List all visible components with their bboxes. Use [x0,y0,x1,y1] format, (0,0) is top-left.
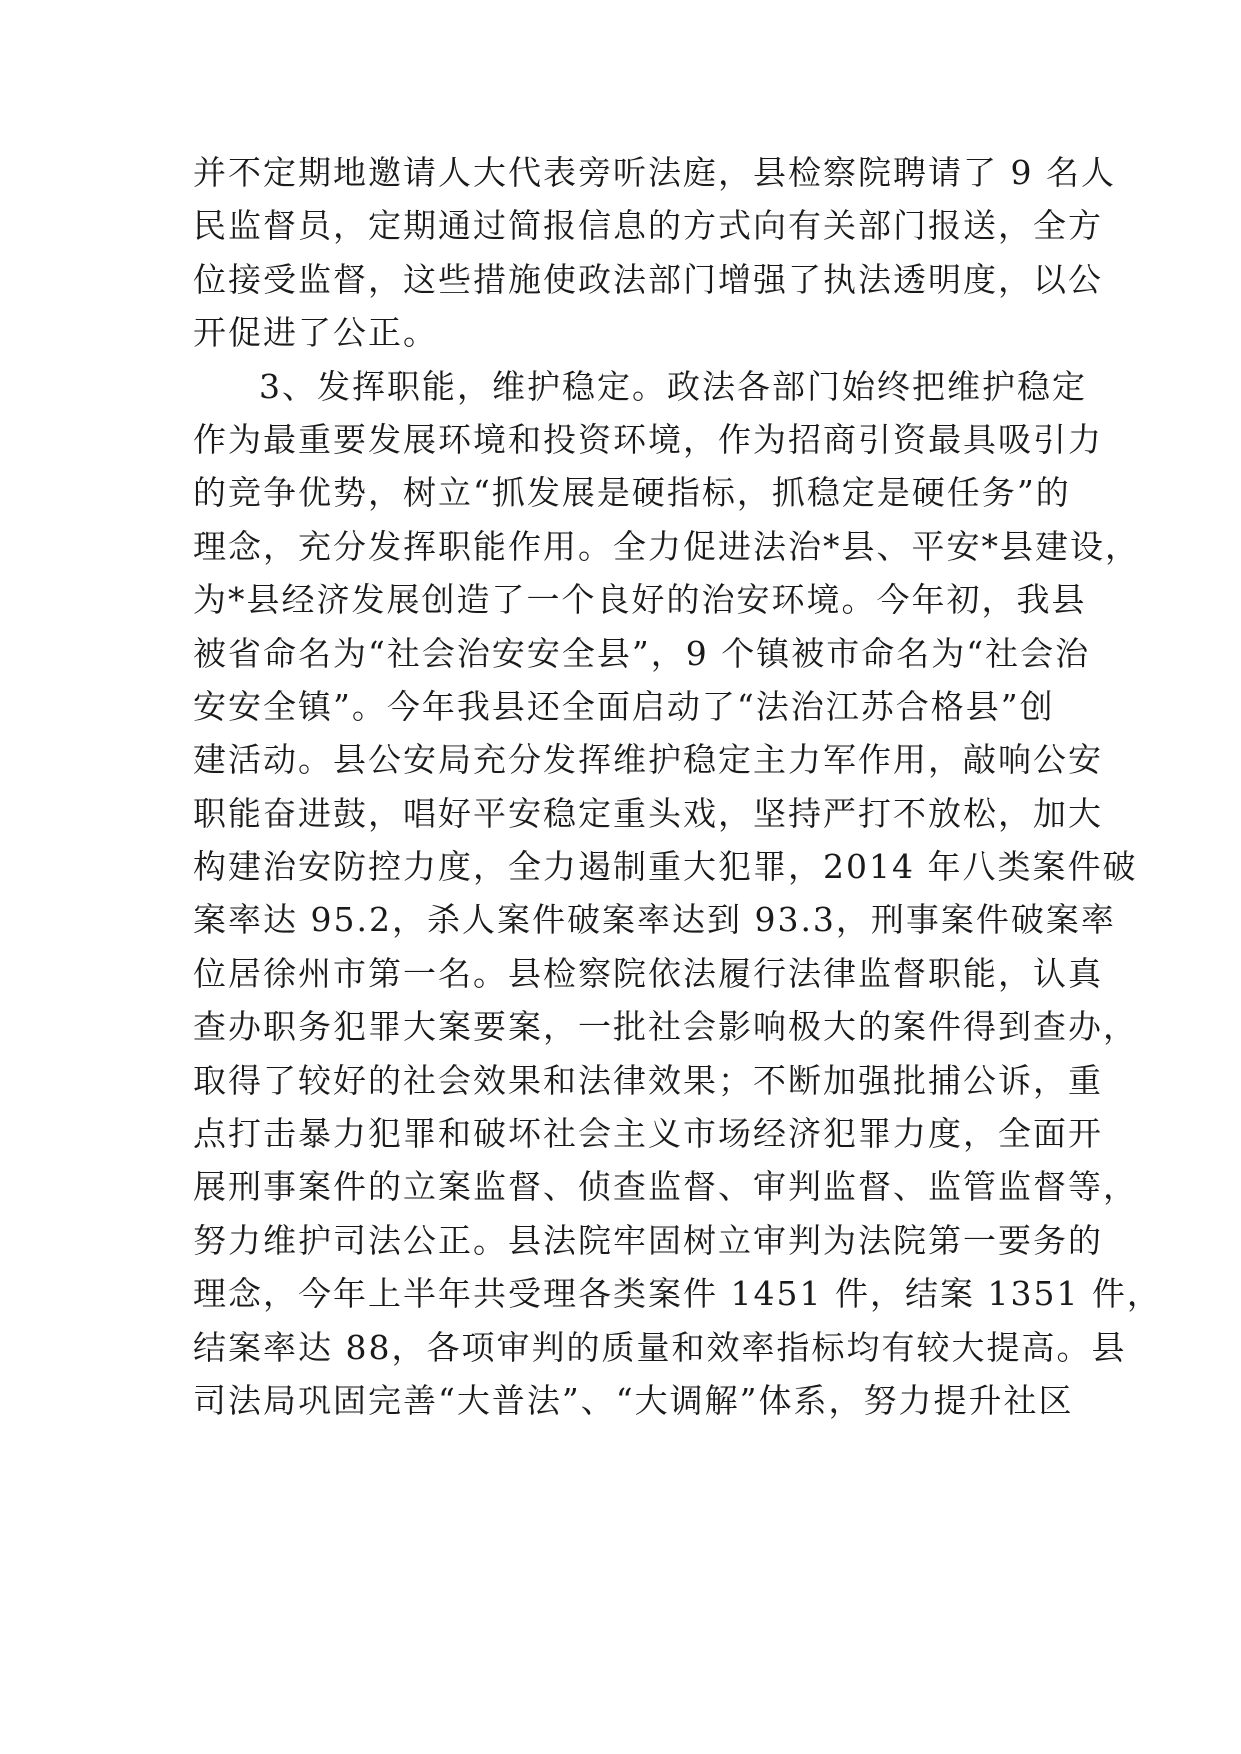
text-line: 取得了较好的社会效果和法律效果；不断加强批捕公诉，重 [193,1060,1103,1100]
text-line: 展刑事案件的立案监督、侦查监督、审判监督、监管监督等， [193,1167,1138,1207]
text-line: 理念，今年上半年共受理各类案件 1451 件，结案 1351 件， [193,1274,1162,1314]
text-line: 民监督员，定期通过简报信息的方式向有关部门报送，全方 [193,206,1103,246]
text-line: 查办职务犯罪大案要案，一批社会影响极大的案件得到查办， [193,1007,1138,1047]
text-line: 努力维护司法公正。县法院牢固树立审判为法院第一要务的 [193,1220,1103,1260]
text-line: 结案率达 88，各项审判的质量和效率指标均有较大提高。县 [193,1327,1127,1367]
text-line: 位接受监督，这些措施使政法部门增强了执法透明度，以公 [193,259,1103,299]
text-line: 为*县经济发展创造了一个良好的治安环境。今年初，我县 [193,580,1087,620]
text-line: 职能奋进鼓，唱好平安稳定重头戏，坚持严打不放松，加大 [193,793,1103,833]
text-line: 的竞争优势，树立“抓发展是硬指标，抓稳定是硬任务”的 [193,473,1071,513]
text-line: 案率达 95.2，杀人案件破案率达到 93.3，刑事案件破案率 [193,900,1116,940]
body-text [193,146,1162,1427]
text-line: 点打击暴力犯罪和破坏社会主义市场经济犯罪力度，全面开 [193,1114,1103,1154]
text-line: 司法局巩固完善“大普法”、“大调解”体系，努力提升社区 [193,1380,1074,1420]
text-line: 理念，充分发挥职能作用。全力促进法治*县、平安*县建设， [193,526,1140,566]
text-line: 开促进了公正。 [193,313,438,353]
text-line: 建活动。县公安局充分发挥维护稳定主力军作用，敲响公安 [193,740,1103,780]
text-line: 并不定期地邀请人大代表旁听法庭，县检察院聘请了 9 名人 [193,153,1116,192]
text-line: 位居徐州市第一名。县检察院依法履行法律监督职能，认真 [193,953,1103,993]
text-line: 构建治安防控力度，全力遏制重大犯罪，2014 年八类案件破 [193,847,1138,887]
text-line: 安安全镇”。今年我县还全面启动了“法治江苏合格县”创 [193,686,1055,726]
text-line: 作为最重要发展环境和投资环境，作为招商引资最具吸引力 [193,419,1103,459]
text-line: 3、发挥职能，维护稳定。政法各部门始终把维护稳定 [259,366,1087,406]
text-line: 被省命名为“社会治安安全县”，9 个镇被市命名为“社会治 [193,633,1091,673]
